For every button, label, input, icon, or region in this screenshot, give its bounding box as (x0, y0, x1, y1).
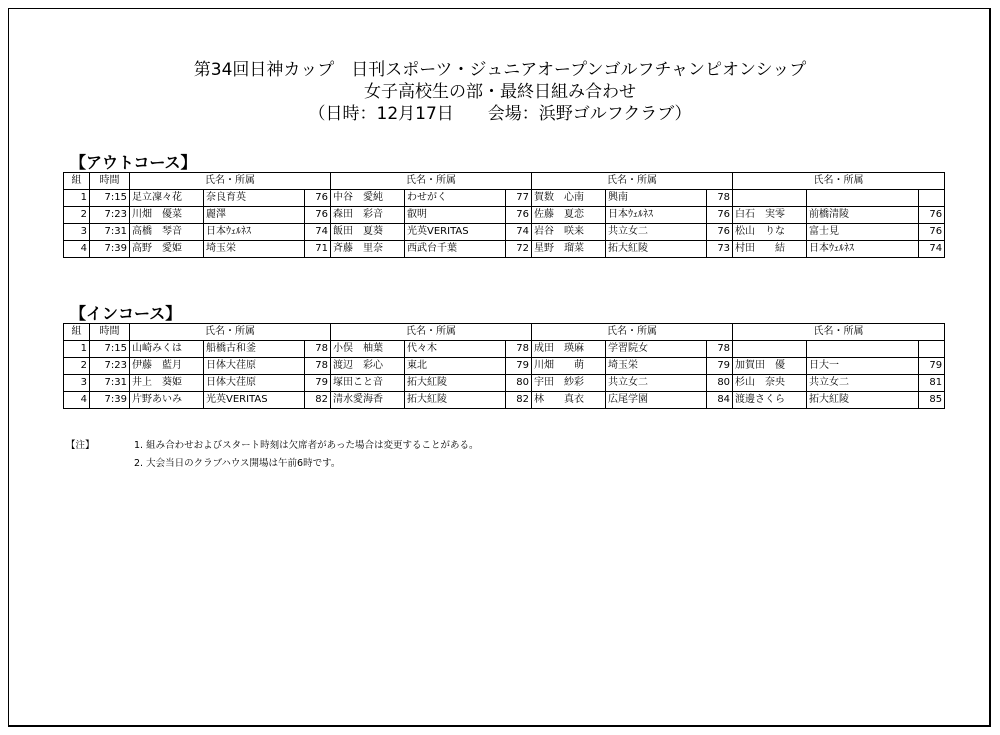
group-number: 1 (64, 341, 90, 358)
player-name (733, 190, 807, 207)
player-score (919, 341, 945, 358)
group-header: 組 (64, 324, 90, 341)
player-affiliation: 拓大紅陵 (807, 392, 919, 409)
player-affiliation: 埼玉栄 (204, 241, 305, 258)
player-score: 71 (305, 241, 331, 258)
player-name: 成田 瑛麻 (532, 341, 606, 358)
notes-label: 【注】 (66, 440, 95, 451)
player-name: 星野 瑠菜 (532, 241, 606, 258)
player-affiliation: 麗澤 (204, 207, 305, 224)
player-affiliation: 日体大荏原 (204, 358, 305, 375)
player-affiliation: 共立女二 (606, 375, 707, 392)
group-number: 4 (64, 392, 90, 409)
player-name: 杉山 奈央 (733, 375, 807, 392)
player-affiliation: 船橋古和釜 (204, 341, 305, 358)
tee-time: 7:23 (90, 358, 130, 375)
player-header: 氏名・所属 (331, 324, 532, 341)
player-name: 渡邊さくら (733, 392, 807, 409)
player-affiliation (807, 190, 919, 207)
player-score: 85 (919, 392, 945, 409)
player-header: 氏名・所属 (733, 173, 945, 190)
player-affiliation: 学習院女 (606, 341, 707, 358)
table-row (64, 190, 945, 207)
player-affiliation: 日本ｳｪﾙﾈｽ (204, 224, 305, 241)
table-row (64, 241, 945, 258)
tee-time: 7:15 (90, 341, 130, 358)
player-affiliation: 富士見 (807, 224, 919, 241)
out-course-table (63, 172, 945, 258)
player-score: 74 (919, 241, 945, 258)
player-affiliation: わせがく (405, 190, 506, 207)
player-name: 川畑 萌 (532, 358, 606, 375)
player-name: 山崎みくは (130, 341, 204, 358)
time-header: 時間 (90, 324, 130, 341)
player-score: 76 (707, 224, 733, 241)
player-name: 渡辺 彩心 (331, 358, 405, 375)
tee-time: 7:31 (90, 224, 130, 241)
in-course-body (64, 341, 945, 409)
table-row (64, 207, 945, 224)
event-info: （日時：12月17日 会場：浜野ゴルフクラブ） (308, 104, 692, 124)
page-subtitle: 女子高校生の部・最終日組み合わせ (364, 82, 636, 102)
player-score: 82 (506, 392, 532, 409)
player-name: 加賀田 優 (733, 358, 807, 375)
player-affiliation: 共立女二 (807, 375, 919, 392)
player-affiliation: 拓大紅陵 (606, 241, 707, 258)
tee-time: 7:31 (90, 375, 130, 392)
time-header: 時間 (90, 173, 130, 190)
table-row (64, 392, 945, 409)
tee-time: 7:23 (90, 207, 130, 224)
player-name: 片野あいみ (130, 392, 204, 409)
player-affiliation: 叡明 (405, 207, 506, 224)
player-score: 78 (305, 358, 331, 375)
player-affiliation: 代々木 (405, 341, 506, 358)
player-score: 76 (919, 207, 945, 224)
player-score: 78 (506, 341, 532, 358)
player-name: 川畑 優菜 (130, 207, 204, 224)
player-affiliation: 東北 (405, 358, 506, 375)
player-name: 林 真衣 (532, 392, 606, 409)
in-course-table (63, 323, 945, 409)
player-affiliation: 広尾学園 (606, 392, 707, 409)
player-score: 81 (919, 375, 945, 392)
player-affiliation: 埼玉栄 (606, 358, 707, 375)
player-score: 77 (506, 190, 532, 207)
player-name: 佐藤 夏恋 (532, 207, 606, 224)
out-course-body (64, 190, 945, 258)
player-name (733, 341, 807, 358)
player-affiliation: 拓大紅陵 (405, 392, 506, 409)
player-score: 78 (707, 341, 733, 358)
group-number: 3 (64, 375, 90, 392)
player-name: 塚田こと音 (331, 375, 405, 392)
player-affiliation: 奈良育英 (204, 190, 305, 207)
player-score: 79 (707, 358, 733, 375)
player-affiliation: 日本ｳｪﾙﾈｽ (606, 207, 707, 224)
player-name: 飯田 夏葵 (331, 224, 405, 241)
group-number: 2 (64, 207, 90, 224)
player-name: 岩谷 咲来 (532, 224, 606, 241)
table-row (64, 375, 945, 392)
note-item: 2. 大会当日のクラブハウス開場は午前6時です。 (134, 458, 341, 469)
player-name: 足立凜々花 (130, 190, 204, 207)
player-name: 村田 結 (733, 241, 807, 258)
player-affiliation: 興南 (606, 190, 707, 207)
group-number: 3 (64, 224, 90, 241)
player-score: 76 (305, 207, 331, 224)
player-name: 清水愛海香 (331, 392, 405, 409)
player-affiliation: 日体大荏原 (204, 375, 305, 392)
table-row (64, 358, 945, 375)
player-affiliation: 共立女二 (606, 224, 707, 241)
player-name: 小俣 柚葉 (331, 341, 405, 358)
player-name: 賀数 心南 (532, 190, 606, 207)
player-header: 氏名・所属 (532, 324, 733, 341)
player-score: 80 (506, 375, 532, 392)
player-score (919, 190, 945, 207)
group-number: 1 (64, 190, 90, 207)
tee-time: 7:39 (90, 241, 130, 258)
player-score: 78 (305, 341, 331, 358)
player-score: 76 (305, 190, 331, 207)
player-header: 氏名・所属 (532, 173, 733, 190)
player-score: 76 (506, 207, 532, 224)
player-affiliation: 拓大紅陵 (405, 375, 506, 392)
player-header: 氏名・所属 (733, 324, 945, 341)
player-name: 中谷 愛純 (331, 190, 405, 207)
player-score: 80 (707, 375, 733, 392)
player-score: 74 (305, 224, 331, 241)
group-header: 組 (64, 173, 90, 190)
player-name: 宇田 紗彩 (532, 375, 606, 392)
player-name: 井上 葵姫 (130, 375, 204, 392)
player-score: 79 (506, 358, 532, 375)
player-name: 高橋 琴音 (130, 224, 204, 241)
table-row (64, 341, 945, 358)
player-name: 松山 りな (733, 224, 807, 241)
player-affiliation: 前橋清陵 (807, 207, 919, 224)
tee-time: 7:39 (90, 392, 130, 409)
player-affiliation: 光英VERITAS (405, 224, 506, 241)
player-name: 森田 彩音 (331, 207, 405, 224)
player-score: 82 (305, 392, 331, 409)
page-title: 第34回日神カップ 日刊スポーツ・ジュニアオープンゴルフチャンピオンシップ (193, 60, 807, 80)
player-affiliation: 光英VERITAS (204, 392, 305, 409)
group-number: 4 (64, 241, 90, 258)
table-header-row (64, 324, 945, 341)
table-header-row (64, 173, 945, 190)
player-score: 79 (919, 358, 945, 375)
player-score: 74 (506, 224, 532, 241)
player-affiliation (807, 341, 919, 358)
tee-time: 7:15 (90, 190, 130, 207)
player-score: 72 (506, 241, 532, 258)
out-course-heading: 【アウトコース】 (70, 153, 197, 172)
table-row (64, 224, 945, 241)
player-header: 氏名・所属 (130, 324, 331, 341)
player-name: 白石 実零 (733, 207, 807, 224)
player-header: 氏名・所属 (331, 173, 532, 190)
player-score: 84 (707, 392, 733, 409)
note-item: 1. 組み合わせおよびスタート時刻は欠席者があった場合は変更することがある。 (134, 440, 479, 451)
in-course-heading: 【インコース】 (70, 304, 182, 323)
player-name: 高野 愛姫 (130, 241, 204, 258)
player-affiliation: 日本ｳｪﾙﾈｽ (807, 241, 919, 258)
player-score: 73 (707, 241, 733, 258)
player-name: 斉藤 里奈 (331, 241, 405, 258)
player-name: 伊藤 藍月 (130, 358, 204, 375)
player-affiliation: 西武台千葉 (405, 241, 506, 258)
player-score: 76 (707, 207, 733, 224)
player-score: 78 (707, 190, 733, 207)
group-number: 2 (64, 358, 90, 375)
player-score: 76 (919, 224, 945, 241)
player-score: 79 (305, 375, 331, 392)
player-affiliation: 日大一 (807, 358, 919, 375)
player-header: 氏名・所属 (130, 173, 331, 190)
